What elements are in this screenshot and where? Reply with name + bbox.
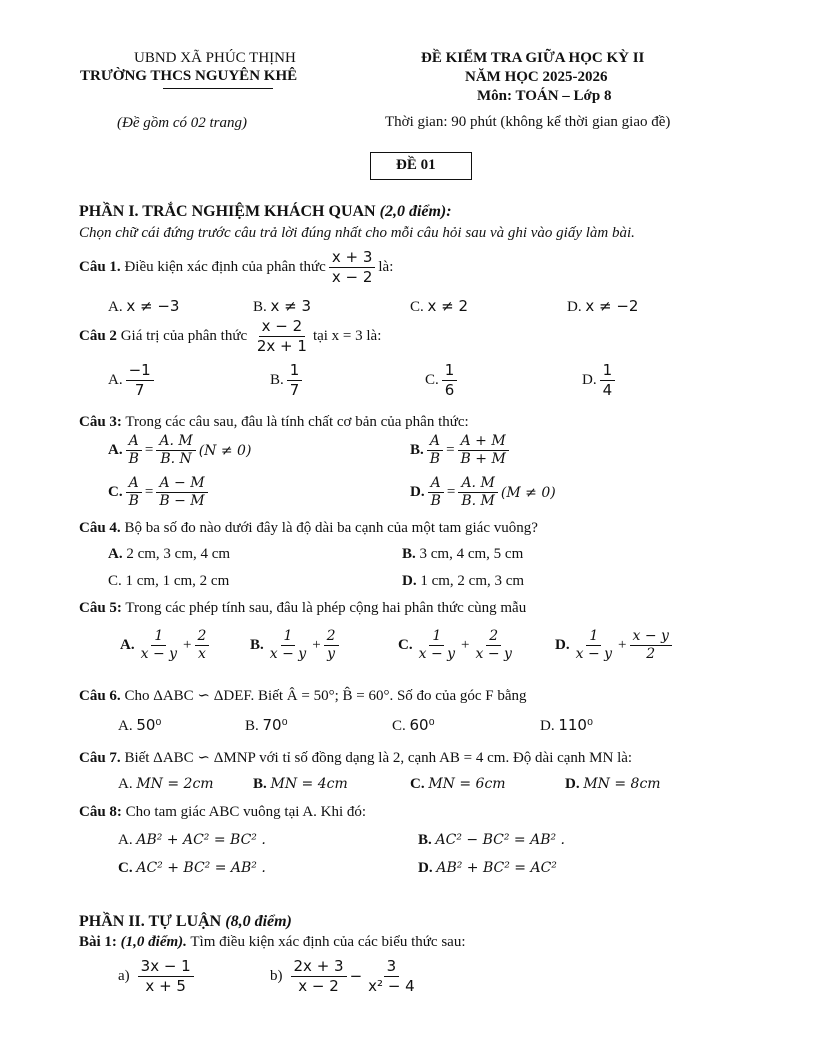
q6-text: Cho ΔABC ∽ ΔDEF. Biết Â = 50°; B̂ = 60°. Số đo của góc F bằng — [124, 688, 527, 704]
q3-label: Câu 3: — [79, 414, 122, 430]
q1-tail: là: — [378, 258, 394, 275]
q1-option-c: C. x ≠ 2 — [410, 297, 469, 315]
q5-option-d: D. $\frac{1}{x - y}$ + $\frac{x - y}{2}$ — [555, 629, 675, 663]
q5-option-a: A. $\frac{1}{x - y}$ + $\frac{2}{x}$ — [120, 629, 212, 663]
q1-label: Câu 1. — [79, 258, 121, 275]
page-count-note: (Đề gồm có 02 trang) — [117, 115, 247, 131]
q5-option-b: B. $\frac{1}{x - y}$ + $\frac{2}{y}$ — [250, 629, 342, 663]
q2-option-a: A. $\frac{-1}{7}$ — [108, 362, 157, 398]
q4-option-a: A. 2 cm, 3 cm, 4 cm — [108, 546, 231, 562]
bai1-heading — [79, 934, 466, 951]
q8-text: Cho tam giác ABC vuông tại A. Khi đó: — [125, 804, 367, 820]
q3-option-b: B. $\frac{A}{B}$ = $\frac{A + M}{B + M}$ — [410, 434, 512, 468]
part1-title: PHẦN I. TRẮC NGHIỆM KHÁCH QUAN — [79, 203, 376, 220]
q8-option-c: C. AC² + BC² = AB² . — [118, 860, 266, 876]
exam-duration: Thời gian: 90 phút (không kể thời gian giao đề) — [385, 114, 671, 130]
part1-heading — [79, 203, 452, 221]
q7-text: Biết ΔABC ∽ ΔMNP với tỉ số đồng dạng là 2, cạnh AB = 4 cm. Độ dài cạnh MN là: — [124, 750, 633, 766]
q3-option-d: D. $\frac{A}{B}$ = $\frac{A. M}{B. M}$ (M ≠ 0) — [410, 475, 556, 510]
bai1-label: Bài 1: — [79, 934, 117, 950]
q2-tail: tại x = 3 là: — [312, 327, 382, 344]
q8-option-a: A. AB² + AC² = BC² . — [118, 832, 266, 848]
q2-text: Giá trị của phân thức — [120, 327, 248, 344]
q2-option-b: B. $\frac{1}{7}$ — [270, 362, 305, 398]
question-8 — [79, 804, 366, 821]
q6-option-c: C. 60⁰ — [392, 716, 435, 734]
subject: Môn: TOÁN – Lớp 8 — [477, 88, 612, 104]
question-2 — [79, 318, 381, 354]
question-6 — [79, 686, 527, 705]
school-year: NĂM HỌC 2025-2026 — [465, 69, 608, 85]
school-underline — [163, 88, 273, 89]
q1-option-b: B. x ≠ 3 — [253, 297, 312, 315]
q1-option-d: D. x ≠ −2 — [567, 297, 639, 315]
q6-option-b: B. 70⁰ — [245, 716, 288, 734]
q6-label: Câu 6. — [79, 688, 121, 704]
q2-fraction: $\frac{x - 2}{2x + 1}$ — [256, 317, 307, 355]
question-4 — [79, 520, 538, 537]
q1-fraction: $\frac{x + 3}{x - 2}$ — [329, 249, 376, 285]
q1-option-a: A. x ≠ −3 — [108, 297, 180, 315]
q4-option-c: C. 1 cm, 1 cm, 2 cm — [108, 573, 230, 589]
q5-label: Câu 5: — [79, 600, 122, 616]
q7-option-c: C. MN = 6cm — [410, 776, 506, 792]
q7-option-b: B. MN = 4cm — [253, 776, 348, 792]
school-authority: UBND XÃ PHÚC THỊNH — [134, 50, 296, 66]
bai1-item-a: a) $\frac{3x - 1}{x + 5}$ — [118, 958, 197, 994]
bai1-text: Tìm điều kiện xác định của các biểu thức sau: — [190, 934, 466, 950]
question-1 — [79, 249, 393, 285]
q2-label: Câu 2 — [79, 327, 117, 344]
part1-instruction: Chọn chữ cái đứng trước câu trả lời đúng nhất cho mỗi câu hỏi sau và ghi vào giấy làm bài. — [79, 225, 635, 241]
q6-option-d: D. 110⁰ — [540, 716, 593, 734]
bai1-item-b: b) $\frac{2x + 3}{x - 2}$ − $\frac{3}{\text{x² − 4}}$ — [270, 957, 415, 995]
q1-text: Điều kiện xác định của phân thức — [124, 258, 326, 275]
q5-option-c: C. $\frac{1}{x - y}$ + $\frac{2}{x - y}$ — [398, 628, 512, 663]
q8-option-b: B. AC² − BC² = AB² . — [418, 832, 565, 848]
part2-points: (8,0 điểm) — [225, 913, 292, 930]
q2-option-c: C. $\frac{1}{6}$ — [425, 362, 460, 398]
q7-label: Câu 7. — [79, 750, 121, 766]
q8-label: Câu 8: — [79, 804, 122, 820]
q4-option-b: B. 3 cm, 4 cm, 5 cm — [402, 546, 524, 562]
q8-option-d: D. AB² + BC² = AC² — [418, 860, 557, 876]
q2-option-d: D. $\frac{1}{4}$ — [582, 362, 618, 398]
part2-heading — [79, 913, 292, 931]
exam-title: ĐỀ KIỂM TRA GIỮA HỌC KỲ II — [421, 50, 645, 66]
q6-option-a: A. 50⁰ — [118, 716, 162, 734]
q4-label: Câu 4. — [79, 520, 121, 536]
q5-text: Trong các phép tính sau, đâu là phép cộng hai phân thức cùng mẫu — [125, 600, 527, 616]
part2-title: PHẦN II. TỰ LUẬN — [79, 913, 222, 930]
bai1-points: (1,0 điểm). — [120, 934, 187, 950]
exam-code: ĐỀ 01 — [396, 157, 436, 173]
q4-option-d: D. 1 cm, 2 cm, 3 cm — [402, 573, 525, 589]
q7-option-a: A. MN = 2cm — [118, 776, 214, 792]
question-7 — [79, 748, 632, 767]
school-name: TRƯỜNG THCS NGUYÊN KHÊ — [80, 68, 298, 84]
q3-option-a: A. $\frac{A}{B}$ = $\frac{A. M}{B. N}$ (N ≠ 0) — [108, 433, 252, 468]
question-5 — [79, 600, 526, 617]
q3-text: Trong các câu sau, đâu là tính chất cơ bản của phân thức: — [125, 414, 469, 430]
q7-option-d: D. MN = 8cm — [565, 776, 661, 792]
q3-option-c: C. $\frac{A}{B}$ = $\frac{A - M}{B - M}$ — [108, 476, 211, 510]
q4-text: Bộ ba số đo nào dưới đây là độ dài ba cạnh của một tam giác vuông? — [124, 520, 538, 536]
part1-points: (2,0 điểm): — [379, 203, 452, 220]
question-3 — [79, 414, 469, 431]
